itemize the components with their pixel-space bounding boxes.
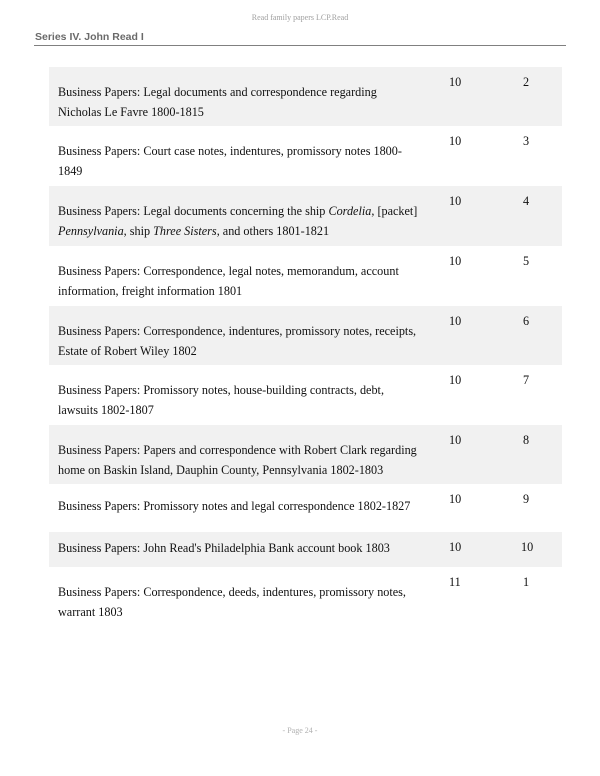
- header-rule: [34, 45, 566, 46]
- table-row: [49, 246, 562, 306]
- row-description: [58, 582, 418, 622]
- table-row: [49, 425, 562, 484]
- description-text: Business Papers: Legal documents and correspondence regarding Nicholas Le Favre 1800-1815: [58, 85, 377, 119]
- row-description: [58, 440, 418, 480]
- row-description: [58, 141, 418, 181]
- folder-number: 10: [521, 540, 534, 554]
- box-number: 10: [449, 492, 462, 506]
- description-text: Business Papers: Court case notes, indentures, promissory notes 1800-1849: [58, 144, 402, 178]
- description-text: Business Papers: Papers and correspondence with Robert Clark regarding home on Baskin Island, Dauphin County, Pennsylvania 1802-1803: [58, 443, 417, 477]
- italic-title: Pennsylvania: [58, 224, 124, 238]
- box-number: 10: [449, 254, 462, 268]
- box-number: 10: [449, 134, 462, 148]
- italic-title: Cordelia: [328, 204, 372, 218]
- description-text: Business Papers: Correspondence, indentures, promissory notes, receipts, Estate of Robert Wiley 1802: [58, 324, 417, 358]
- row-description: [58, 261, 418, 301]
- row-description: [58, 82, 418, 122]
- table-row: [49, 365, 562, 425]
- table-row: [49, 67, 562, 126]
- italic-title: Three Sisters: [153, 224, 217, 238]
- box-number: 10: [449, 433, 462, 447]
- folder-number: 4: [522, 194, 530, 208]
- row-description: [58, 538, 418, 558]
- folder-number: 6: [522, 314, 530, 328]
- folder-number: 3: [522, 134, 530, 148]
- table-row: [49, 484, 562, 532]
- page-number: - Page 24 -: [282, 726, 318, 735]
- folder-number: 5: [522, 254, 530, 268]
- box-number: 11: [449, 575, 461, 589]
- row-description: [58, 321, 418, 361]
- description-text: Business Papers: Correspondence, legal notes, memorandum, account information, freight information 1801: [58, 264, 399, 298]
- container-list-table: [49, 67, 562, 627]
- running-head: Read family papers LCP.Read: [251, 13, 349, 22]
- table-row: [49, 126, 562, 186]
- table-row: [49, 567, 562, 627]
- description-text: , and others 1801-1821: [216, 224, 330, 238]
- folder-number: 2: [522, 75, 530, 89]
- description-text: Business Papers: John Read's Philadelphia Bank account book 1803: [58, 541, 390, 555]
- folder-number: 9: [522, 492, 530, 506]
- box-number: 10: [449, 75, 462, 89]
- description-text: Business Papers: Promissory notes and legal correspondence 1802-1827: [58, 499, 411, 513]
- folder-number: 7: [522, 373, 530, 387]
- folder-number: 1: [522, 575, 530, 589]
- table-row: [49, 306, 562, 365]
- box-number: 10: [449, 540, 462, 554]
- table-row: [49, 186, 562, 246]
- box-number: 10: [449, 194, 462, 208]
- table-row: [49, 532, 562, 567]
- series-title: Series IV. John Read I: [35, 31, 144, 43]
- row-description: [58, 380, 418, 420]
- description-text: , ship: [123, 224, 154, 238]
- description-text: Business Papers: Promissory notes, house-building contracts, debt, lawsuits 1802-1807: [58, 383, 384, 417]
- row-description: [58, 496, 418, 516]
- folder-number: 8: [522, 433, 530, 447]
- row-description: [58, 201, 418, 241]
- description-text: , [packet]: [371, 204, 418, 218]
- box-number: 10: [449, 314, 462, 328]
- description-text: Business Papers: Legal documents concerning the ship: [58, 204, 329, 218]
- description-text: Business Papers: Correspondence, deeds, indentures, promissory notes, warrant 1803: [58, 585, 406, 619]
- box-number: 10: [449, 373, 462, 387]
